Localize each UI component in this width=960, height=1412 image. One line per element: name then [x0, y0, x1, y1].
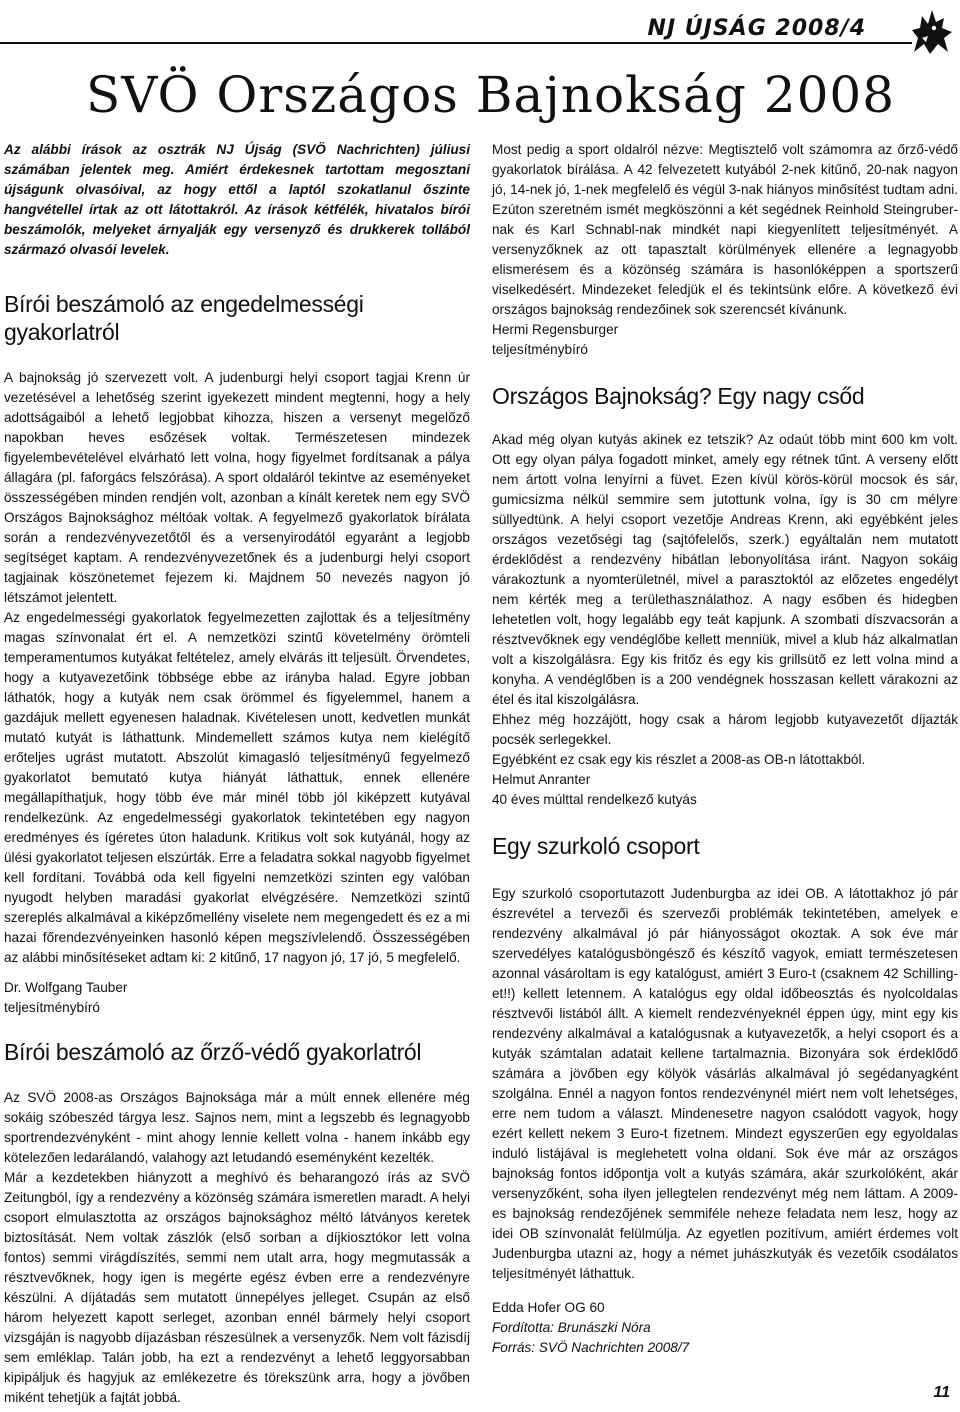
obedience-paragraph-2: Az engedelmességi gyakorlatok fegyelmezetten zajlottak és a teljesítmény magas színvonalat ért el. A nemzetközi szintű követelmény örömteli temperamentumos kutyákat feltételez, amely elvárás itt teljesült. Örvendetes, hogy a kutyavezetőink többsége ebbe az irányba halad. Egyre jobban láthatók, hogy a kutyák nem csak örömmel és figyelemmel, hanem a gazdájuk mellett egyenesen haladnak. Kivételesen unott, kedvetlen munkát mutató kutyát is láthattunk. Mindemellett számos kutya nem kielégítő erőteljes ugrást mutatott. Abszolút kimagasló teljesítményű fegyelmező gyakorlatot bemutató kutya hiányát láthattuk, ennek ellenére megállapíthatjuk, hogy több éve már minél több jól kiképzett kutyával rendelkezünk. Az engedelmességi gyakorlatok tekintetében egy nagyon eredményes és ígéretes úton haladunk. Kritikus volt sok kutyánál, hogy az ülési gyakorlatot teljesen elszúrták. Erre a feladatra sokkal nagyobb figyelmet kell fordítani. Továbbá oda kell figyelni nemzetközi szinten egy valóban nyugodt helyben maradási gyakorlat elvégzésére. Nemzetközi szintű szereplés alkalmával a kiképzőmellény viselete nem megengedett és ez a mi hazai főrendezvényeinken hasonló képen megszívlelendő. Összességében az alábbi minősítéseket adtam ki: 2 kitűnő, 17 nagyon jó, 17 jó, 5 megfelelő. — [4, 610, 470, 965]
section-heading-protection: Bírói beszámoló az őrző-védő gyakorlatról — [4, 1039, 422, 1065]
protection-paragraph-2: Már a kezdetekben hiányzott a meghívó és beharangozó írás az SVÖ Zeitungból, így a rendezvény a közönség számára ismeretlen maradt. A helyi csoport elmulasztotta az országos bajnoksághoz méltó látványos keretek biztosítását. Nem voltak zászlók (első sorban a díjkiosztókor lett volna fontos) semmi virágdíszítés, semmi nem utalt arra, hogy megmutassák a résztvevőknek, hogy igen is megérte egész évben erre a rendezvényre készülni. A díjátadás sem mutatott ünnepélyes jelleget. Csupán az első három helyezett kapott serleget, azonban ennél bármely helyi csoport vizsgáján is nagyobb díjazásban részesülnek a versenyzők. Nem volt fázisdíj sem emléklap. Talán jobb, ha ezt a rendezvényt a lehető leggyorsabban kipipáljuk és hagyjuk az emlékezetre és törekszünk arra, hogy a jövőben miként tehetjük a fajtát jobbá. — [4, 1170, 470, 1405]
signature-name: Edda Hofer OG 60 — [492, 1300, 605, 1315]
intro-paragraph: Az alábbi írások az osztrák NJ Újság (SVÖ Nachrichten) júliusi számában jelentek meg. Amiért érdekesnek tartottam megosztani újságunk olvasóival, az hogy ettől a laptól szokatlanul őszinte hangvétellel írtak az ott látottakról. Az írások kétfélék, hivatalos bírói beszámolók, melyeket árnyalják egy versenyző és drukkerek tollából származó olvasói levelek. — [4, 142, 470, 257]
signature-role: teljesítménybíró — [492, 342, 588, 357]
right-column — [492, 140, 958, 1358]
page-header — [0, 6, 960, 46]
obedience-paragraph-1: A bajnokság jó szervezett volt. A judenburgi helyi csoport tagjai Krenn úr vezetésével a lehetőség szerint igyekezett mindent megtenni, hogy a hely adottságaiból a lehető legjobbat kihozza, hiszen a versenyt megelőző napokban heves esőzések voltak. Természetesen mindezek figyelembevételével elvárható lett volna, hogy figyelmet fordítsanak a pálya állagára (pl. faforgács felszórása). A sport oldaláról tekintve az eseményeket összességében minden rendjén volt, azonban a kínált keretek nem egy SVÖ Országos Bajnoksághoz méltóak voltak. A fegyelmező gyakorlatok bírálata során a rendezvényvezetőtől és a versenyirodától egyaránt a legjobb segítséget kaptam. A rendezvényvezetőnek és a judenburgi helyi csoport tagjainak köszönetemet fejezem ki. Majdnem 50 nevezés nagyon jó létszámot jelentett. — [4, 370, 470, 605]
dog-head-logo-icon — [908, 8, 954, 56]
source-credit: Forrás: SVÖ Nachrichten 2008/7 — [492, 1340, 690, 1355]
protection-paragraph-1: Az SVÖ 2008-as Országos Bajnoksága már a múlt ennek ellenére még sokáig szóbeszéd tárgya lesz. Sajnos nem, mint a legszebb és legnagyobb sportrendezvényként - mint ahogy lennie kellett volna - hanem inkább egy kötelezően ledarálandó, valahogy azt letudandó eseményként kezelték. — [4, 1090, 470, 1165]
signature-role: teljesítménybíró — [4, 1000, 100, 1015]
header-rule — [0, 42, 912, 44]
page-title: SVÖ Országos Bajnokság 2008 — [86, 66, 896, 124]
signature-name: Hermi Regensburger — [492, 322, 619, 337]
left-column — [4, 140, 470, 1408]
signature-name: Dr. Wolfgang Tauber — [4, 980, 128, 995]
signature-name: Helmut Anranter — [492, 772, 591, 787]
section-heading-obedience: Bírói beszámoló az engedelmességi gyakorlatról — [4, 291, 364, 345]
signature-role: 40 éves múlttal rendelkező kutyás — [492, 792, 697, 807]
translator-credit: Fordította: Brunászki Nóra — [492, 1320, 651, 1335]
page-number: 11 — [933, 1384, 950, 1401]
failure-paragraph-1: Akad még olyan kutyás akinek ez tetszik? Az odaút több mint 600 km volt. Ott egy olyan pálya fogadott minket, amely egy rétnek tűnt. A verseny előtt nem ártott volna lenyírni a füvet. Ezen kívül körös-körül mocsok és sár, gumicsizma nélkül semmire sem jutottunk volna, így is 30 cm mélyre süllyedtünk. A helyi csoport vezetője Andreas Krenn, aki egyébként jeles országos vezetőségi tag (sajtófelelős, szerk.) egyáltalán nem mutatott érdeklődést a rendezvény hibátlan lebonyolítása iránt. Nagyon sokáig várakoztunk a nyomterületnél, mivel a parasztoktól az előzetes engedélyt nem kérték meg a területhasználathoz. A nagy esőben és hidegben lehetetlen volt, hogy legalább egy teát kapjunk. A szombati díszvacsorán a résztvevőknek egy vendéglőbe kellett menniük, mivel a klub ház alkalmatlan volt a kiszolgálásra. Egy kis fritőz és egy kis grillsütő ez lett volna mind a konyha. A vendéglőben is a 200 vendégnek hosszasan kellett várakozni az étel és ital kiszolgálásra. — [492, 432, 958, 707]
failure-paragraph-2: Ehhez még hozzájött, hogy csak a három legjobb kutyavezetőt díjazták pocsék serlegekkel. — [492, 712, 958, 747]
section-heading-supporters: Egy szurkoló csoport — [492, 833, 700, 859]
publication-title: NJ ÚJSÁG 2008/4 — [647, 16, 866, 41]
section-heading-failure: Országos Bajnokság? Egy nagy csőd — [492, 383, 865, 409]
protection-paragraph-3: Most pedig a sport oldalról nézve: Megtisztelő volt számomra az őrző-védő gyakorlatok bírálása. A 42 felvezetett kutyából 2-nek kitűnő, 20-nak nagyon jó, 14-nek jó, 1-nek megfelelő és végül 3-nak hiányos minősítést tudtam adni. Ezúton szeretném ismét megköszönni a két segédnek Reinhold Steingruber-nak és Karl Schnabl-nak mindkét napi kiegyenlített teljesítményét. A versenyzőknek az ott tapasztalt körülmények ellenére a legnagyobb elismerésem és a közönség számára is hasonlóképpen a sportszerű viselkedésért. Mindezeket feledjük el és tekintsünk előre. A következő évi országos bajnokság rendezőinek sok szerencsét kívánunk. — [492, 142, 958, 317]
supporters-paragraph-1: Egy szurkoló csoportutazott Judenburgba az idei OB. A látottakhoz jó pár észrevétel a tervezői és szervezői problémák tekintetében, amelyek e rendezvény alkalmával jó pár hiányosságot okoztak. A sok éve már szervedélyes katalógusböngésző és készítő vagyok, emiatt természetesen azonnal vásároltam is egy katalógust, amiért 3 Euro-t (csaknem 42 Schilling-et!!) kellett letennem. A katalógus egy oldal időbeosztás és nyolcoldalas résztvevői listából állt. A kiemelt rendezvényeknél éppen úgy, mint egy kis rendezvény alkalmával a katalógusnak a kutyavezetők, a helyi csoport és a kutyák számtalan adatait kellene tartalmaznia. Bizonyára sok érdeklődő számára a jövőben egy kölyök vásárlás alkalmával jó segédanyagként szolgálna. Ennél a nagyon fontos rendezvénynél miért nem volt lehetséges, erre nem tudom a választ. Mindenesetre nagyon csalódott vagyok, hogy ezért kellett nekem 3 Euro-t fizetnem. Mindezt egyszerűen egy egyoldalas induló listájával is meglehetett volna oldani. Sok éve már az országos bajnokság fontos időpontja volt a kutyás számára, akár szurkolóként, akár versenyzőként, soha ilyen jellegtelen rendezvényt még nem láttam. A 2009-es bajnokság rendezőjének semmiféle neheze feladata nem lesz, hogy az idei OB színvonalát felülmúlja. Az egyetlen pozitívum, amiért érdemes volt Judenburgba utazni az, hogy a német juhászkutyák és vezetőik csodálatos teljesítményét láthattuk. — [492, 886, 958, 1281]
failure-paragraph-3: Egyébként ez csak egy kis részlet a 2008-as OB-n látottakból. — [492, 752, 866, 767]
